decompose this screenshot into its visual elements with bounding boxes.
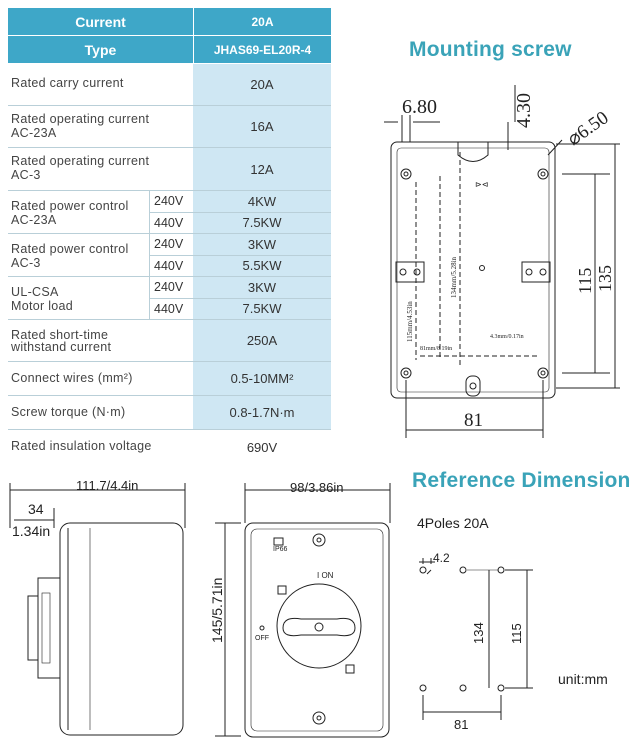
voltage-cells: 240V 440V [149,234,193,276]
row-power-ac23 [8,191,331,234]
mounting-title: Mounting screw [409,38,572,61]
header-label: Current [75,13,126,30]
row-label: Rated power control AC-23A [11,199,129,227]
row-screw-torque [8,396,331,430]
dim-4-3mm: 4.3mm/0.17in [490,334,524,340]
row-label: UL-CSA Motor load [11,285,74,313]
row-value: 0.5-10MM² [193,362,331,395]
row-operating-ac23 [8,106,331,148]
row-label: Rated operating current AC-3 [11,154,150,182]
row-label: Rated power control AC-3 [11,242,129,270]
row-value: 0.8-1.7N·m [193,396,331,429]
dim-6-50: ⌀6.50 [563,107,613,151]
ref-dim-115: 115 [509,623,524,644]
row-value: 16A [193,106,331,147]
arrow-mark: ⊳⊲ [475,180,489,189]
row-label: Rated carry current [11,76,124,90]
row-label: Rated short-time withstand current [11,328,112,354]
row-insulation [8,430,331,464]
row-short-time [8,320,331,362]
row-connect-wires [8,362,331,396]
header-row-current [8,8,331,36]
row-label: Rated insulation voltage [11,439,152,453]
spec-table [8,8,331,464]
header-label: Type [84,41,117,58]
voltage-cells: 240V 440V [149,191,193,233]
poles-label: 4Poles 20A [417,515,489,531]
row-label: Connect wires (mm²) [11,371,133,385]
dim-115mm: 115mm/4.53in [406,301,414,342]
voltage-cells: 240V 440V [149,277,193,319]
row-label: Screw torque (N·m) [11,405,126,419]
ref-dim-4-2: 4.2 [433,551,450,565]
dim-135: 135 [595,265,615,292]
dim-81mm: 81mm/8.19in [420,346,453,352]
row-ul-csa [8,277,331,320]
reference-title: Reference Dimension [412,469,631,492]
row-carry-current [8,64,331,106]
dim-111-7: 111.7/4.4in [76,478,139,493]
row-power-ac3 [8,234,331,277]
header-value: JHAS69-EL20R-4 [193,36,331,63]
on-label: I ON [317,571,334,580]
dim-145: 145/5.71in [209,577,225,643]
row-value: 250A [193,320,331,361]
dim-98: 98/3.86in [290,480,344,495]
power-values: 3KW 5.5KW [193,234,331,276]
row-label: Rated operating current AC-23A [11,112,150,140]
side-view-drawing [0,478,200,742]
header-row-type [8,36,331,64]
header-value: 20A [193,8,331,35]
row-value: 12A [193,148,331,190]
dim-4-30: 4.30 [513,93,535,128]
dim-115: 115 [575,267,595,294]
ref-dim-81: 81 [454,717,469,730]
row-value: 20A [193,64,331,105]
front-view-drawing [205,478,400,742]
row-operating-ac3 [8,148,331,191]
off-label: OFF [255,635,269,642]
unit-label: unit:mm [558,671,608,687]
reference-drawing [405,540,545,730]
power-values: 4KW 7.5KW [193,191,331,233]
ip-rating: IP66 [273,546,288,553]
dim-1-34in: 1.34in [12,523,51,539]
ref-dim-134: 134 [471,622,486,644]
dim-81: 81 [464,410,483,431]
dim-134mm: 134mm/5.28in [450,256,458,298]
dim-34: 34 [28,501,44,517]
mounting-drawing [380,80,640,445]
power-values: 3KW 7.5KW [193,277,331,319]
row-value: 690V [193,430,331,464]
dim-6-80: 6.80 [402,96,437,118]
